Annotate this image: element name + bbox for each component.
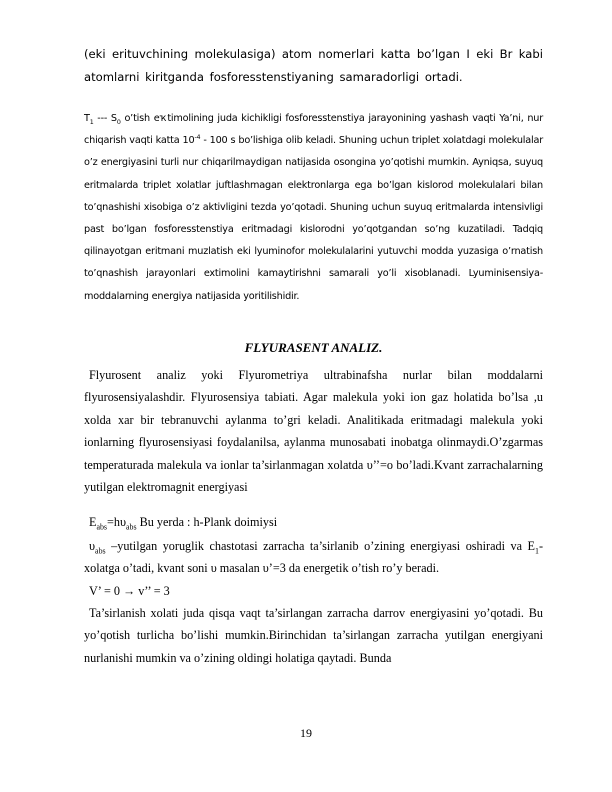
section-heading: FLYURASENT ANALIZ. [244,340,383,355]
energy-symbol: E [89,515,97,529]
energy-explanation: Bu yerda : h-Plank doimiysi [136,515,278,529]
e1-subscript: 1 [534,546,539,556]
t-subscript: 1 [89,118,94,126]
frequency-text: –yutilgan yoruglik chastotasi zarracha ta’sirlanib o’zining energiyasi oshiradi va E [105,539,535,553]
s-subscript: 0 [116,118,121,126]
exponent: -4 [194,133,201,141]
excited-state-paragraph: Ta’sirlanish xolati juda qisqa vaqt ta’sirlangan zarracha darrov energiyasini yo’qotadi. Bu yo’qotish turlicha bo’lishi mumkin.Birinchidan ta’sirlangan zarracha yutilgan energiyani nurlanishi mumkin va o’zining oldingi holatiga qaytadi. Bunda [84,606,543,665]
t-symbol: T [84,113,90,124]
phosphorescence-text-a: o’tish eҡtimolining juda kichikligi fosforesstenstiya jarayonining yashash vaqti Ya’ni, nur chiqarish vaqti katta 10 [84,113,543,147]
energy-subscript: abs [96,522,108,532]
intro-paragraph: (eki erituvchining molekulasiga) atom nomerlari katta bo’lgan I eki Br kabi atomlarni kiritganda fosforesstenstiyaning samaradorligi ortadi. [84,47,543,84]
frequency-paragraph [84,535,543,580]
phosphorescence-paragraph [84,108,543,308]
nu-subscript: abs [126,522,137,532]
transition-formula: V’ = 0 → v’’ = 3 [89,584,170,598]
nu-abs-subscript: abs [95,546,106,556]
energy-equation: =hυ [107,515,127,529]
nu-symbol: υ [89,539,96,553]
page-number: 19 [300,726,312,740]
frequency-text-b: - xolatga o’tadi, kvant soni υ masalan υ’=3 da energetik o’tish ro’y beradi. [84,539,543,576]
fluorescence-paragraph: Flyurosent analiz yoki Flyurometriya ultrabinafsha nurlar bilan moddalarni flyurosensiyalashdir. Flyurosensiya tabiati. Agar malekula yoki ion gaz holatida bo’lsa ,u xolda xar bir tebranuvchi aylanma to’gri keladi. Analitikada eritmadagi malekula yoki ionlarning flyurosensiyasi foydalanilsa, aylanma munosabati inobatga olinmaydi.O’zgarmas temperaturada malekula va ionlar ta’sirlanmagan xolatda υ’’=o bo’ladi.Kvant zarrachalarning yutilgan elektromagnit energiyasi [84,368,543,495]
energy-formula-line [89,513,277,531]
phosphorescence-text-b: - 100 s bo’lishiga olib keladi. Shuning uchun triplet xolatdagi molekulalar o’z energiyasini turli nur chiqarilmaydigan natijasida osongina yo’qotishi mumkin. Ayniqsa, suyuq eritmalarda triplet xolatlar juftlashmagan elektronlarga ega bo’lgan kislorod molekulalari bilan to’qnashishi xisobiga o’z aktivligini tezda yo’qotadi. Shuning uchun suyuq eritmalarda intensivligi past bo’lgan fosforesstenstiya eritmadagi kislorodni yo’qotgandan so’ng kuzatiladi. Tadqiq qilinayotgan eritmani muzlatish eki lyuminofor molekulalarini yutuvchi modda yuzasiga o’rnatish to’qnashish jarayonlari extimolini kamaytirishni samarali yo’li xisoblanadi. Lyuminisensiya-moddalarning energiya natijasida yoritilishidir. [84,135,544,302]
transition-arrow-text: --- S [93,113,117,124]
